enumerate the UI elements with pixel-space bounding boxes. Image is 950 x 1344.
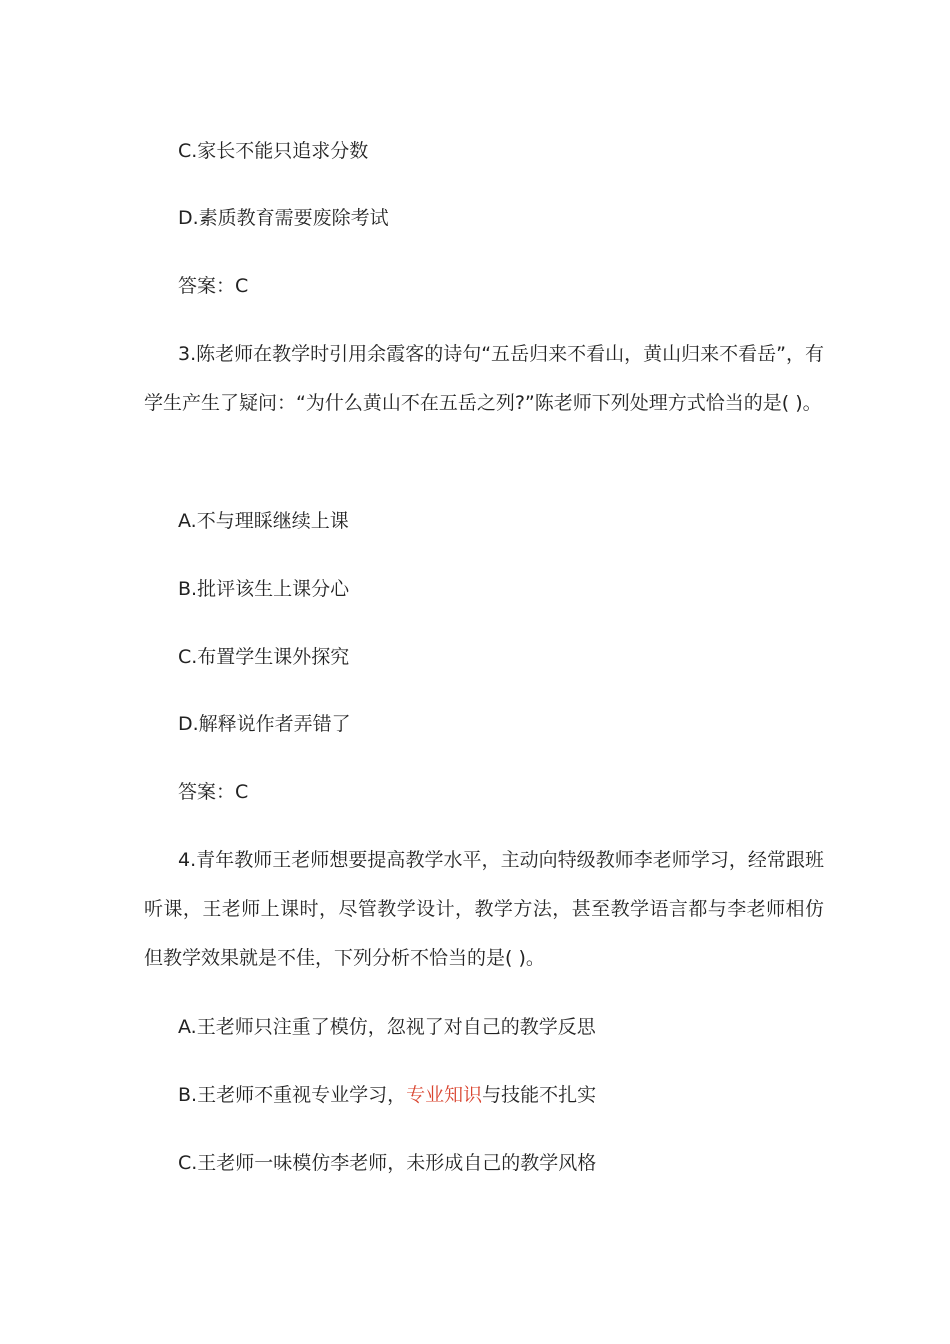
- q3-option-b: B.批评该生上课分心: [178, 578, 350, 600]
- q4-option-b: [178, 1083, 596, 1107]
- q2-option-d: D.素质教育需要废除考试: [178, 207, 389, 229]
- q4-stem: 4.青年教师王老师想要提高教学水平，主动向特级教师李老师学习，经常跟班听课，王老师上课时，尽管教学设计，教学方法，甚至教学语言都与李老师相仿但教学效果就是不佳，下列分析不恰当的是( )。: [144, 849, 824, 969]
- q2-answer: 答案：C: [178, 275, 249, 297]
- q3-option-d: D.解释说作者弄错了: [178, 713, 351, 735]
- q3-option-c: C.布置学生课外探究: [178, 646, 350, 668]
- q4-option-b-suffix: 与技能不扎实: [482, 1084, 597, 1106]
- q4-option-b-prefix: B.王老师不重视专业学习，: [178, 1084, 407, 1106]
- q2-option-c: C.家长不能只追求分数: [178, 140, 369, 162]
- q3-stem: 3.陈老师在教学时引用余霞客的诗句“五岳归来不看山，黄山归来不看岳”，有学生产生了疑问：“为什么黄山不在五岳之列?”陈老师下列处理方式恰当的是( )。: [144, 343, 824, 414]
- q3-answer: 答案：C: [178, 781, 249, 803]
- q3-option-a: A.不与理睬继续上课: [178, 510, 349, 532]
- q4-option-a: A.王老师只注重了模仿，忽视了对自己的教学反思: [178, 1016, 596, 1038]
- q4-option-c: C.王老师一味模仿李老师，未形成自己的教学风格: [178, 1152, 597, 1174]
- professional-knowledge-link[interactable]: 专业知识: [406, 1084, 483, 1106]
